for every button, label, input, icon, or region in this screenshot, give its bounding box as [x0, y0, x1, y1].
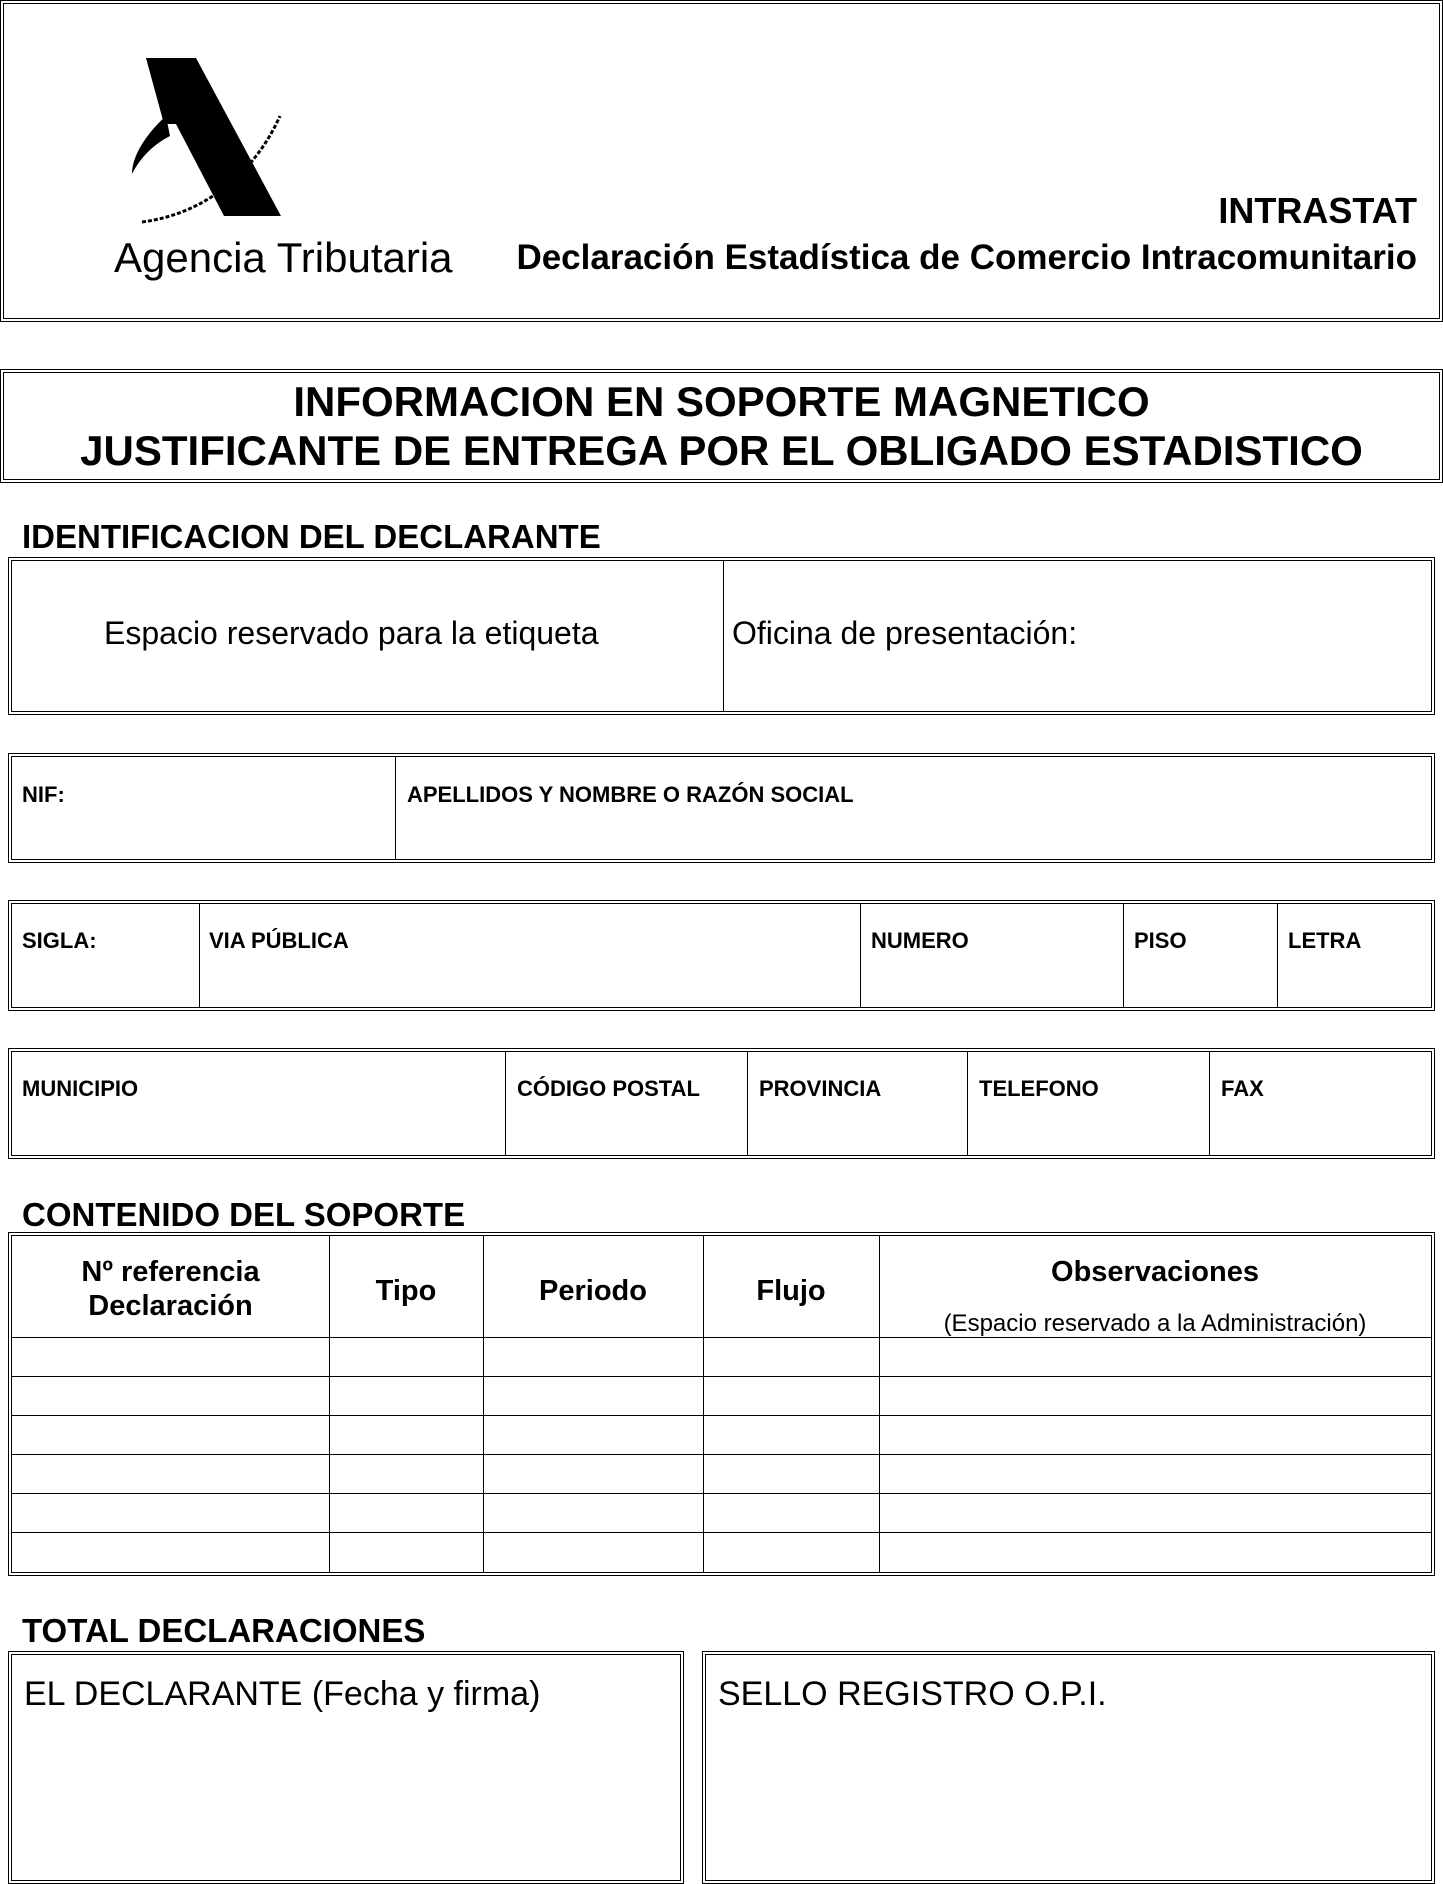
- table-row[interactable]: [12, 1376, 1431, 1377]
- municipality-field[interactable]: MUNICIPIO: [22, 1076, 139, 1101]
- column-header-reference-line1: Nº referencia: [81, 1256, 260, 1288]
- divider: [1123, 904, 1124, 1007]
- registry-stamp-label: SELLO REGISTRO O.P.I.: [718, 1675, 1107, 1713]
- phone-field[interactable]: TELEFONO: [979, 1076, 1099, 1101]
- divider: [967, 1052, 968, 1155]
- content-section-title: CONTENIDO DEL SOPORTE: [22, 1196, 466, 1233]
- column-header-observations: Observaciones: [1051, 1256, 1259, 1288]
- table-row[interactable]: [12, 1415, 1431, 1416]
- number-field[interactable]: NUMERO: [871, 928, 969, 953]
- column-header-reference-line2: Declaración: [88, 1290, 253, 1322]
- divider: [860, 904, 861, 1007]
- column-header-type: Tipo: [375, 1275, 437, 1307]
- nif-field[interactable]: NIF:: [22, 782, 65, 807]
- nif-name-box: [8, 753, 1435, 863]
- divider: [1277, 904, 1278, 1007]
- postal-code-field[interactable]: CÓDIGO POSTAL: [517, 1076, 700, 1101]
- floor-field[interactable]: PISO: [1134, 928, 1187, 953]
- name-field[interactable]: APELLIDOS Y NOMBRE O RAZÓN SOCIAL: [407, 782, 854, 807]
- column-header-observations-note: (Espacio reservado a la Administración): [943, 1310, 1367, 1337]
- declarant-signature-box[interactable]: [8, 1651, 684, 1884]
- table-row[interactable]: [12, 1337, 1431, 1338]
- table-row[interactable]: [12, 1532, 1431, 1533]
- sigla-field[interactable]: SIGLA:: [22, 928, 97, 953]
- document-title-line1: INFORMACION EN SOPORTE MAGNETICO: [293, 378, 1150, 425]
- totals-section-title: TOTAL DECLARACIONES: [22, 1612, 426, 1649]
- fax-field[interactable]: FAX: [1221, 1076, 1264, 1101]
- address-box: [8, 900, 1435, 1011]
- province-field[interactable]: PROVINCIA: [759, 1076, 882, 1101]
- label-space-field[interactable]: Espacio reservado para la etiqueta: [104, 615, 599, 651]
- document-title-box: [0, 369, 1443, 483]
- content-table: [8, 1232, 1435, 1576]
- agency-name: Agencia Tributaria: [114, 234, 453, 281]
- document-title-line2: JUSTIFICANTE DE ENTREGA POR EL OBLIGADO ESTADISTICO: [80, 427, 1363, 474]
- city-box: [8, 1048, 1435, 1159]
- table-row[interactable]: [12, 1493, 1431, 1494]
- system-name: INTRASTAT: [1218, 190, 1417, 231]
- divider: [505, 1052, 506, 1155]
- table-row[interactable]: [12, 1454, 1431, 1455]
- column-header-period: Periodo: [539, 1275, 647, 1307]
- office-field[interactable]: Oficina de presentación:: [732, 615, 1078, 651]
- header-box: [0, 0, 1443, 322]
- street-field[interactable]: VIA PÚBLICA: [209, 928, 349, 953]
- divider: [199, 904, 200, 1007]
- identification-section-title: IDENTIFICACION DEL DECLARANTE: [22, 518, 601, 555]
- registry-stamp-box[interactable]: [702, 1651, 1435, 1884]
- divider: [747, 1052, 748, 1155]
- divider: [1209, 1052, 1210, 1155]
- agency-logo: [124, 54, 324, 229]
- declaration-title: Declaración Estadística de Comercio Intracomunitario: [516, 238, 1417, 277]
- door-letter-field[interactable]: LETRA: [1288, 928, 1362, 953]
- declarant-signature-label: EL DECLARANTE (Fecha y firma): [24, 1675, 541, 1713]
- divider: [723, 561, 724, 711]
- divider: [395, 757, 396, 859]
- column-header-flow: Flujo: [756, 1275, 826, 1307]
